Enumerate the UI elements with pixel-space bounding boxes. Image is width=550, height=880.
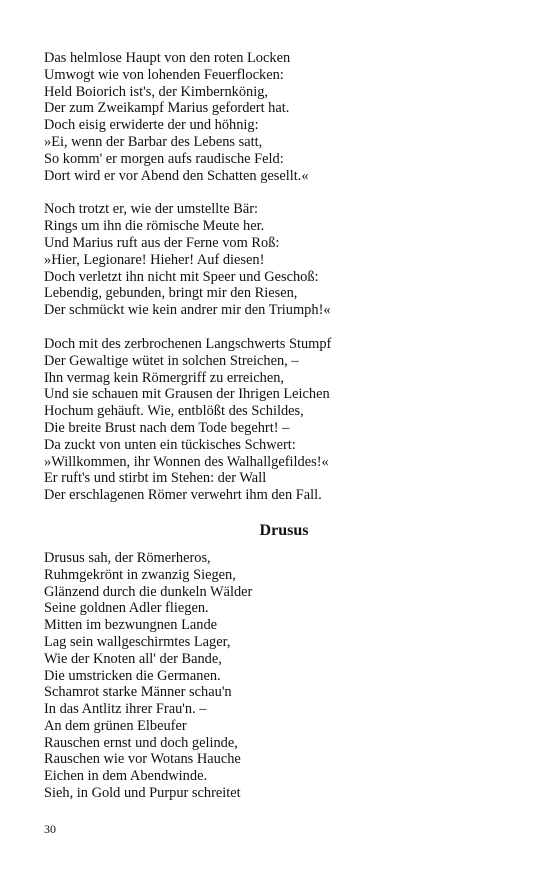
verse-line: Drusus sah, der Römerheros, bbox=[44, 549, 211, 566]
verse-line: In das Antlitz ihrer Frau'n. – bbox=[44, 701, 207, 718]
verse-line: Der erschlagenen Römer verwehrt ihm den Fall. bbox=[44, 487, 322, 504]
verse-line: Seine goldnen Adler fliegen. bbox=[44, 600, 209, 617]
verse-line: Hochum gehäuft. Wie, entblößt des Schildes, bbox=[44, 403, 304, 420]
verse-line: »Willkommen, ihr Wonnen des Walhallgefildes!« bbox=[44, 453, 329, 470]
verse-line: Der zum Zweikampf Marius gefordert hat. bbox=[44, 100, 290, 117]
verse-line: Er ruft's und stirbt im Stehen: der Wall bbox=[44, 470, 267, 487]
verse-line: Held Boiorich ist's, der Kimbernkönig, bbox=[44, 83, 269, 100]
stanza bbox=[44, 336, 514, 504]
verse-line: Lag sein wallgeschirmtes Lager, bbox=[44, 633, 231, 650]
verse-line: Ruhmgekrönt in zwanzig Siegen, bbox=[44, 566, 236, 583]
verse-line: Die umstricken die Germanen. bbox=[44, 667, 221, 684]
verse-line: Rauschen ernst und doch gelinde, bbox=[44, 734, 238, 751]
stanza bbox=[44, 201, 514, 319]
verse-line: So komm' er morgen aufs raudische Feld: bbox=[44, 150, 284, 167]
page-content bbox=[44, 50, 514, 819]
page-number: 30 bbox=[44, 822, 56, 836]
verse-line: Doch verletzt ihn nicht mit Speer und Geschoß: bbox=[44, 268, 319, 285]
verse-line: »Hier, Legionare! Hieher! Auf diesen! bbox=[44, 251, 265, 268]
verse-line: Rauschen wie vor Wotans Hauche bbox=[44, 751, 241, 768]
verse-line: Ihn vermag kein Römergriff zu erreichen, bbox=[44, 369, 285, 386]
verse-line: Doch mit des zerbrochenen Langschwerts Stumpf bbox=[44, 335, 332, 352]
verse-line: Umwogt wie von lohenden Feuerflocken: bbox=[44, 66, 284, 83]
verse-line: Sieh, in Gold und Purpur schreitet bbox=[44, 785, 241, 802]
verse-line: Und sie schauen mit Grausen der Ihrigen Leichen bbox=[44, 386, 330, 403]
poem-boiorich bbox=[44, 50, 514, 504]
verse-line: Da zuckt von unten ein tückisches Schwert: bbox=[44, 436, 296, 453]
verse-line: Noch trotzt er, wie der umstellte Bär: bbox=[44, 201, 259, 218]
verse-line: Schamrot starke Männer schau'n bbox=[44, 684, 232, 701]
verse-line: Der schmückt wie kein andrer mir den Triumph!« bbox=[44, 302, 331, 319]
verse-line: Der Gewaltige wütet in solchen Streichen, – bbox=[44, 352, 299, 369]
verse-line: Die breite Brust nach dem Tode begehrt! – bbox=[44, 419, 290, 436]
verse-line: Das helmlose Haupt von den roten Locken bbox=[44, 50, 291, 66]
verse-line: Lebendig, gebunden, bringt mir den Riesen, bbox=[44, 285, 298, 302]
verse-line: Doch eisig erwiderte der und höhnig: bbox=[44, 117, 259, 134]
verse-line: Und Marius ruft aus der Ferne vom Roß: bbox=[44, 234, 280, 251]
verse-line: Mitten im bezwungnen Lande bbox=[44, 617, 218, 634]
verse-line: Dort wird er vor Abend den Schatten gesellt.« bbox=[44, 167, 309, 184]
verse-line: Rings um ihn die römische Meute her. bbox=[44, 218, 265, 235]
verse-line: Eichen in dem Abendwinde. bbox=[44, 768, 208, 785]
poem-title-drusus: Drusus bbox=[259, 521, 309, 539]
poem-drusus bbox=[44, 550, 514, 802]
verse-line: Wie der Knoten all' der Bande, bbox=[44, 650, 222, 667]
stanza bbox=[44, 50, 514, 184]
verse-line: An dem grünen Elbeufer bbox=[44, 717, 187, 734]
verse-line: »Ei, wenn der Barbar des Lebens satt, bbox=[44, 133, 263, 150]
verse-line: Glänzend durch die dunkeln Wälder bbox=[44, 583, 253, 600]
